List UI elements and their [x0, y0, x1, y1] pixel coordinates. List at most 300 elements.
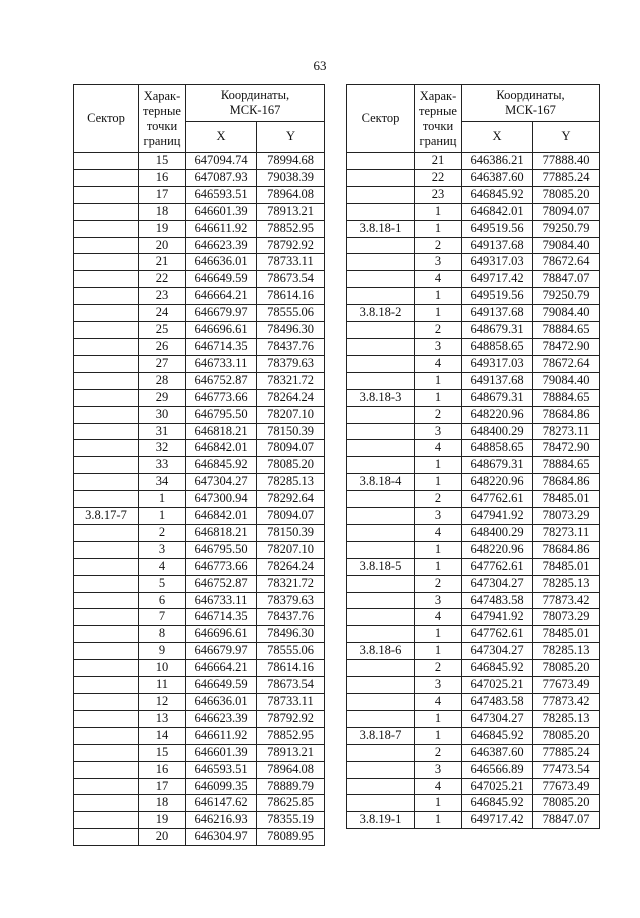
table-row [347, 727, 600, 744]
sector-cell [347, 423, 415, 440]
table-row [347, 592, 600, 609]
coord-y: 79250.79 [533, 288, 600, 305]
header-coords-line: МСК-167 [505, 103, 556, 117]
point-number: 2 [415, 744, 462, 761]
point-number: 2 [415, 491, 462, 508]
table-row [74, 558, 325, 575]
table-row [74, 203, 325, 220]
sector-cell [74, 795, 139, 812]
point-number: 1 [415, 541, 462, 558]
point-number: 6 [139, 592, 186, 609]
coord-x: 647762.61 [462, 491, 533, 508]
sector-cell: 3.8.19-1 [347, 812, 415, 829]
table-row [74, 575, 325, 592]
coord-x: 646714.35 [186, 338, 257, 355]
header-sector: Сектор [74, 85, 139, 153]
coord-y: 78321.72 [257, 575, 325, 592]
sector-cell [74, 491, 139, 508]
sector-cell [347, 355, 415, 372]
coord-y: 78555.06 [257, 305, 325, 322]
coord-x: 646593.51 [186, 186, 257, 203]
table-row [74, 305, 325, 322]
table-row [74, 710, 325, 727]
sector-cell [74, 423, 139, 440]
coord-x: 646845.92 [462, 186, 533, 203]
sector-cell [347, 508, 415, 525]
coord-x: 649137.68 [462, 305, 533, 322]
coord-x: 647304.27 [462, 575, 533, 592]
point-number: 1 [415, 372, 462, 389]
table-row [347, 744, 600, 761]
coord-x: 646664.21 [186, 288, 257, 305]
table-row [347, 457, 600, 474]
coord-x: 647762.61 [462, 558, 533, 575]
coord-x: 646623.39 [186, 237, 257, 254]
point-number: 27 [139, 355, 186, 372]
point-number: 19 [139, 812, 186, 829]
sector-cell [74, 271, 139, 288]
point-number: 1 [415, 203, 462, 220]
coord-y: 78792.92 [257, 237, 325, 254]
sector-cell [74, 389, 139, 406]
coord-y: 77885.24 [533, 744, 600, 761]
sector-cell [74, 288, 139, 305]
point-number: 21 [139, 254, 186, 271]
coord-y: 78264.24 [257, 389, 325, 406]
point-number: 20 [139, 237, 186, 254]
sector-cell [74, 254, 139, 271]
point-number: 3 [415, 423, 462, 440]
point-number: 7 [139, 609, 186, 626]
table-row [74, 355, 325, 372]
point-number: 17 [139, 186, 186, 203]
coord-y: 78094.07 [257, 508, 325, 525]
coord-y: 78321.72 [257, 372, 325, 389]
table-row [347, 575, 600, 592]
header-y: Y [257, 122, 325, 153]
point-number: 3 [139, 541, 186, 558]
coord-y: 78285.13 [257, 474, 325, 491]
sector-cell [347, 710, 415, 727]
coord-y: 78073.29 [533, 508, 600, 525]
table-row [347, 423, 600, 440]
coord-x: 649317.03 [462, 355, 533, 372]
coord-y: 78379.63 [257, 592, 325, 609]
coord-x: 648400.29 [462, 423, 533, 440]
sector-cell [347, 761, 415, 778]
sector-cell: 3.8.18-2 [347, 305, 415, 322]
table-row [347, 322, 600, 339]
table-row [347, 812, 600, 829]
header-char-line: Харак- [143, 88, 181, 103]
coord-y: 78884.65 [533, 322, 600, 339]
coordinates-table-left [73, 84, 325, 846]
sector-cell [74, 474, 139, 491]
coord-y: 78684.86 [533, 406, 600, 423]
table-row [347, 169, 600, 186]
coord-x: 648858.65 [462, 338, 533, 355]
coord-x: 647304.27 [186, 474, 257, 491]
table-row [347, 660, 600, 677]
sector-cell: 3.8.18-7 [347, 727, 415, 744]
sector-cell [74, 322, 139, 339]
point-number: 1 [415, 288, 462, 305]
coord-y: 78264.24 [257, 558, 325, 575]
point-number: 21 [415, 153, 462, 170]
sector-cell [74, 643, 139, 660]
sector-cell [74, 338, 139, 355]
point-number: 1 [415, 643, 462, 660]
sector-cell [74, 592, 139, 609]
sector-cell [347, 271, 415, 288]
coord-y: 78884.65 [533, 389, 600, 406]
point-number: 22 [415, 169, 462, 186]
coord-x: 646795.50 [186, 541, 257, 558]
sector-cell [74, 372, 139, 389]
sector-cell [347, 153, 415, 170]
coord-y: 78964.08 [257, 186, 325, 203]
coord-x: 647483.58 [462, 592, 533, 609]
point-number: 2 [415, 406, 462, 423]
coord-x: 649717.42 [462, 812, 533, 829]
table-row [74, 626, 325, 643]
sector-cell [347, 254, 415, 271]
coord-x: 647087.93 [186, 169, 257, 186]
sector-cell: 3.8.18-6 [347, 643, 415, 660]
sector-cell [347, 203, 415, 220]
point-number: 1 [415, 305, 462, 322]
table-row [347, 153, 600, 170]
sector-cell [74, 203, 139, 220]
coord-x: 649317.03 [462, 254, 533, 271]
sector-cell [347, 795, 415, 812]
sector-cell [347, 169, 415, 186]
coord-y: 78733.11 [257, 254, 325, 271]
coord-y: 78614.16 [257, 288, 325, 305]
coord-y: 78094.07 [257, 440, 325, 457]
point-number: 23 [139, 288, 186, 305]
coord-y: 78847.07 [533, 812, 600, 829]
sector-cell [74, 710, 139, 727]
sector-cell [74, 829, 139, 846]
coord-x: 646387.60 [462, 744, 533, 761]
point-number: 22 [139, 271, 186, 288]
point-number: 1 [415, 710, 462, 727]
coord-x: 646696.61 [186, 626, 257, 643]
sector-cell [347, 677, 415, 694]
coord-x: 646623.39 [186, 710, 257, 727]
table-body-left [74, 153, 325, 846]
coord-y: 78994.68 [257, 153, 325, 170]
point-number: 3 [415, 761, 462, 778]
coord-x: 646593.51 [186, 761, 257, 778]
sector-cell [74, 440, 139, 457]
coord-x: 648679.31 [462, 389, 533, 406]
header-characteristic-points [139, 85, 186, 153]
table-row [74, 744, 325, 761]
coord-x: 646818.21 [186, 423, 257, 440]
coord-x: 647025.21 [462, 778, 533, 795]
coord-y: 77673.49 [533, 778, 600, 795]
table-row [347, 406, 600, 423]
coord-x: 646773.66 [186, 389, 257, 406]
table-row [74, 795, 325, 812]
coord-y: 78852.95 [257, 727, 325, 744]
table-row [347, 508, 600, 525]
coord-y: 77885.24 [533, 169, 600, 186]
coord-x: 647304.27 [462, 710, 533, 727]
point-number: 4 [415, 440, 462, 457]
coord-x: 646696.61 [186, 322, 257, 339]
point-number: 3 [415, 338, 462, 355]
coord-x: 647300.94 [186, 491, 257, 508]
coord-x: 646611.92 [186, 220, 257, 237]
table-row [347, 355, 600, 372]
coord-x: 646679.97 [186, 643, 257, 660]
table-row [74, 694, 325, 711]
header-coordinates [462, 85, 600, 122]
coord-x: 649137.68 [462, 237, 533, 254]
point-number: 18 [139, 203, 186, 220]
sector-cell: 3.8.17-7 [74, 508, 139, 525]
coord-y: 78207.10 [257, 541, 325, 558]
table-row [74, 592, 325, 609]
coord-y: 78964.08 [257, 761, 325, 778]
coord-y: 78555.06 [257, 643, 325, 660]
coord-x: 648220.96 [462, 474, 533, 491]
point-number: 25 [139, 322, 186, 339]
point-number: 18 [139, 795, 186, 812]
coord-y: 79084.40 [533, 372, 600, 389]
coord-x: 649137.68 [462, 372, 533, 389]
coord-x: 646752.87 [186, 575, 257, 592]
header-sector: Сектор [347, 85, 415, 153]
table-row [347, 389, 600, 406]
point-number: 28 [139, 372, 186, 389]
table-row [347, 694, 600, 711]
coord-y: 78913.21 [257, 203, 325, 220]
coord-x: 647025.21 [462, 677, 533, 694]
header-char-line: точки [146, 118, 178, 133]
coord-y: 78884.65 [533, 457, 600, 474]
coord-y: 78355.19 [257, 812, 325, 829]
coord-x: 646842.01 [186, 440, 257, 457]
coordinates-table-right [346, 84, 600, 829]
point-number: 29 [139, 389, 186, 406]
table-row [347, 524, 600, 541]
point-number: 11 [139, 677, 186, 694]
coord-x: 649519.56 [462, 220, 533, 237]
table-row [347, 220, 600, 237]
table-row [347, 626, 600, 643]
table-row [74, 761, 325, 778]
header-coords-line: Координаты, [220, 87, 290, 102]
point-number: 1 [415, 795, 462, 812]
table-row [74, 271, 325, 288]
point-number: 2 [415, 237, 462, 254]
coord-y: 78852.95 [257, 220, 325, 237]
sector-cell [74, 524, 139, 541]
sector-cell [347, 694, 415, 711]
sector-cell [347, 237, 415, 254]
page-number: 63 [313, 58, 327, 73]
point-number: 26 [139, 338, 186, 355]
table-row [74, 643, 325, 660]
table-row [74, 491, 325, 508]
point-number: 1 [415, 558, 462, 575]
point-number: 1 [139, 508, 186, 525]
coord-y: 78273.11 [533, 524, 600, 541]
point-number: 1 [415, 389, 462, 406]
header-char-line: терные [419, 103, 457, 118]
sector-cell [347, 660, 415, 677]
sector-cell [74, 727, 139, 744]
coord-y: 78496.30 [257, 322, 325, 339]
point-number: 31 [139, 423, 186, 440]
coord-y: 78292.64 [257, 491, 325, 508]
header-char-line: границ [419, 133, 457, 148]
coord-y: 78150.39 [257, 524, 325, 541]
table-row [74, 829, 325, 846]
header-y: Y [533, 122, 600, 153]
coord-x: 646733.11 [186, 592, 257, 609]
table-row [74, 288, 325, 305]
sector-cell [347, 575, 415, 592]
sector-cell [347, 626, 415, 643]
table-row [347, 203, 600, 220]
coord-x: 646733.11 [186, 355, 257, 372]
sector-cell [74, 558, 139, 575]
sector-cell [74, 744, 139, 761]
sector-cell [74, 575, 139, 592]
table-row [74, 474, 325, 491]
coord-y: 78672.64 [533, 254, 600, 271]
table-row [347, 558, 600, 575]
point-number: 12 [139, 694, 186, 711]
header-char-line: точки [422, 118, 454, 133]
coord-x: 646566.89 [462, 761, 533, 778]
table-row [74, 609, 325, 626]
table-row [347, 338, 600, 355]
coord-x: 646752.87 [186, 372, 257, 389]
table-row [347, 305, 600, 322]
coord-y: 77888.40 [533, 153, 600, 170]
coord-y: 77873.42 [533, 592, 600, 609]
sector-cell: 3.8.18-3 [347, 389, 415, 406]
point-number: 20 [139, 829, 186, 846]
coord-x: 648679.31 [462, 322, 533, 339]
point-number: 3 [415, 677, 462, 694]
coord-x: 648400.29 [462, 524, 533, 541]
coord-y: 78485.01 [533, 558, 600, 575]
point-number: 3 [415, 592, 462, 609]
sector-cell [74, 355, 139, 372]
coord-y: 78285.13 [533, 643, 600, 660]
point-number: 2 [415, 575, 462, 592]
table-row [347, 541, 600, 558]
point-number: 14 [139, 727, 186, 744]
sector-cell [347, 322, 415, 339]
sector-cell [74, 220, 139, 237]
coord-x: 648220.96 [462, 406, 533, 423]
point-number: 1 [139, 491, 186, 508]
coord-y: 78684.86 [533, 541, 600, 558]
coord-y: 78207.10 [257, 406, 325, 423]
coord-x: 646636.01 [186, 254, 257, 271]
coord-y: 77873.42 [533, 694, 600, 711]
point-number: 2 [415, 660, 462, 677]
coord-y: 78625.85 [257, 795, 325, 812]
sector-cell [347, 609, 415, 626]
coord-y: 78285.13 [533, 710, 600, 727]
coord-y: 78073.29 [533, 609, 600, 626]
point-number: 10 [139, 660, 186, 677]
point-number: 19 [139, 220, 186, 237]
coord-x: 646636.01 [186, 694, 257, 711]
point-number: 4 [415, 609, 462, 626]
point-number: 23 [415, 186, 462, 203]
coord-x: 646649.59 [186, 677, 257, 694]
table-row [74, 727, 325, 744]
coord-y: 78437.76 [257, 609, 325, 626]
sector-cell [347, 186, 415, 203]
coord-y: 78485.01 [533, 626, 600, 643]
table-row [347, 491, 600, 508]
sector-cell [347, 778, 415, 795]
sector-cell [74, 694, 139, 711]
sector-cell: 3.8.18-1 [347, 220, 415, 237]
coord-x: 646842.01 [186, 508, 257, 525]
coord-y: 79250.79 [533, 220, 600, 237]
sector-cell: 3.8.18-4 [347, 474, 415, 491]
sector-cell: 3.8.18-5 [347, 558, 415, 575]
table-row [74, 677, 325, 694]
coord-x: 646386.21 [462, 153, 533, 170]
point-number: 32 [139, 440, 186, 457]
coord-y: 78085.20 [533, 186, 600, 203]
table-row [347, 795, 600, 812]
table-row [347, 440, 600, 457]
table-row [347, 778, 600, 795]
coord-y: 78889.79 [257, 778, 325, 795]
table-row [74, 169, 325, 186]
table-row [74, 389, 325, 406]
coord-x: 647094.74 [186, 153, 257, 170]
point-number: 4 [415, 355, 462, 372]
coord-x: 646649.59 [186, 271, 257, 288]
header-char-line: границ [143, 133, 181, 148]
sector-cell [347, 372, 415, 389]
point-number: 4 [415, 778, 462, 795]
coord-x: 646147.62 [186, 795, 257, 812]
coord-x: 646818.21 [186, 524, 257, 541]
table-row [347, 372, 600, 389]
point-number: 33 [139, 457, 186, 474]
coord-y: 78085.20 [257, 457, 325, 474]
coord-y: 78672.64 [533, 355, 600, 372]
coord-y: 78089.95 [257, 829, 325, 846]
sector-cell [74, 609, 139, 626]
coord-x: 646216.93 [186, 812, 257, 829]
table-row [74, 778, 325, 795]
sector-cell [74, 457, 139, 474]
header-x: X [186, 122, 257, 153]
coord-y: 78379.63 [257, 355, 325, 372]
coord-x: 646795.50 [186, 406, 257, 423]
header-char-line: Харак- [419, 88, 457, 103]
coord-x: 647304.27 [462, 643, 533, 660]
sector-cell [74, 626, 139, 643]
